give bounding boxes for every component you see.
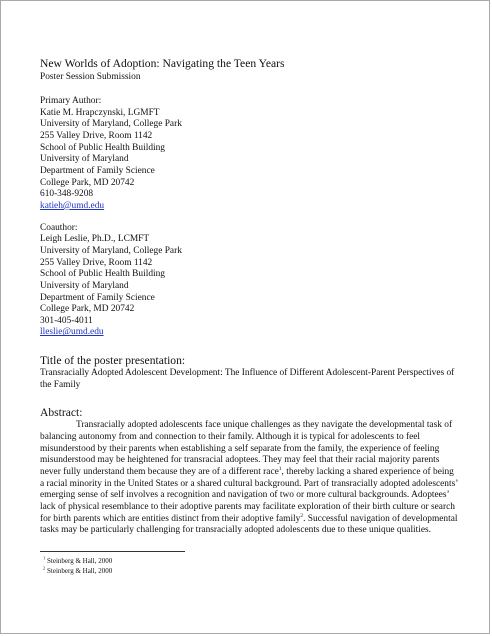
footnote-text: Steinberg & Hall, 2000 — [47, 557, 113, 565]
abstract-heading: Abstract: — [40, 406, 83, 420]
document-title: New Worlds of Adoption: Navigating the Teen Years — [40, 57, 285, 70]
footnote-text: Steinberg & Hall, 2000 — [47, 566, 113, 575]
footnote-2 — [40, 567, 460, 577]
coauthor-label: Coauthor: — [40, 222, 78, 233]
primary-author-line: Department of Family Science — [40, 165, 155, 176]
poster-title-text: Transracially Adopted Adolescent Development: The Influence of Different Adolescent-Parent Perspectives of the Family — [40, 368, 455, 390]
primary-author-line: Katie M. Hrapczynski, LGMFT — [40, 107, 160, 118]
footnote-ref-1: 1 — [278, 465, 282, 472]
coauthor-line: Department of Family Science — [40, 292, 155, 303]
primary-author-block — [40, 96, 460, 213]
footnote-number: 1 — [43, 555, 46, 561]
abstract-paragraph — [40, 420, 460, 537]
primary-author-line: 255 Valley Drive, Room 1142 — [40, 130, 153, 141]
coauthor-block — [40, 223, 460, 340]
abstract-text-part: . Successful navigation of developmental tasks may be particularly challenging for transracially adopted adolescents due to these unique qualities. — [40, 513, 458, 536]
abstract-text-part: , thereby lacking a shared experience of being a racial minority in the United States or a shared cultural background. Part of transracially adopted adolescents’ emerging sense of self involves a recognition and navigation of two or more cultural backgrounds. Adoptees’ lack of physical resemblance to their adoptive parents may facilitate exploration of their birth culture or search for birth parents which are entities distinct from their adoptive family — [40, 467, 458, 524]
primary-author-line: University of Maryland — [40, 154, 129, 165]
primary-author-line: University of Maryland, College Park — [40, 119, 182, 130]
coauthor-line: College Park, MD 20742 — [40, 304, 135, 315]
document-subtitle: Poster Session Submission — [40, 72, 141, 82]
coauthor-line: University of Maryland, College Park — [40, 245, 182, 256]
abstract-text-part: Transracially adopted adolescents face unique challenges as they navigate the developmental task of balancing autonomy from and connection to their family. Although it is typical for adolescents to feel misunderstood by their parents when establishing a self separate from the family, the experience of feeling misunderstood may be heightened for transracial adoptees. They may feel that their racial majority parents never fully understand them because they are of a different race — [40, 420, 453, 478]
footnote-number: 2 — [43, 565, 46, 571]
footnote-1 — [40, 557, 460, 567]
coauthor-line: University of Maryland — [40, 280, 129, 291]
primary-author-email-link[interactable]: katieh@umd.edu — [40, 200, 105, 211]
primary-author-label: Primary Author: — [40, 96, 102, 106]
footnote-ref-2: 2 — [300, 512, 304, 519]
coauthor-line: Leigh Leslie, Ph.D., LCMFT — [40, 234, 150, 245]
coauthor-line: School of Public Health Building — [40, 269, 165, 280]
coauthor-phone: 301-405-4011 — [40, 315, 93, 326]
primary-author-phone: 610-348-9208 — [40, 189, 94, 200]
primary-author-line: School of Public Health Building — [40, 142, 165, 153]
coauthor-line: 255 Valley Drive, Room 1142 — [40, 257, 153, 268]
poster-title-heading: Title of the poster presentation: — [40, 354, 186, 368]
primary-author-line: College Park, MD 20742 — [40, 177, 135, 188]
footnote-divider — [40, 551, 185, 552]
coauthor-email-link[interactable]: lleslie@umd.edu — [40, 327, 104, 338]
document-content — [40, 57, 460, 576]
